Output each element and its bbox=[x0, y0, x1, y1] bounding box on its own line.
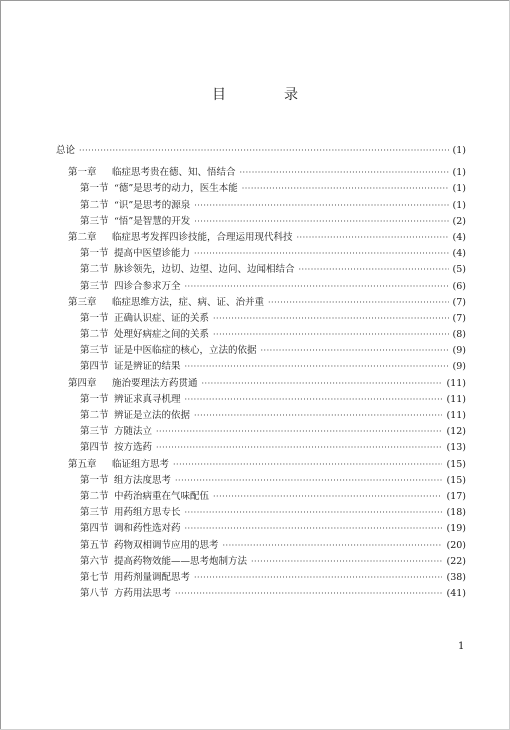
toc-entry-number: 第三节 bbox=[80, 507, 109, 519]
toc-entry-title: 方药用法思考 bbox=[114, 588, 172, 600]
toc-dot-leader bbox=[194, 214, 448, 230]
toc-entry-number: 第一节 bbox=[80, 474, 109, 486]
toc-entry-title: 按方选药 bbox=[114, 442, 153, 454]
toc-entry-title: 提高药物效能——思考炮制方法 bbox=[114, 555, 248, 567]
toc-section-entry bbox=[56, 198, 466, 214]
toc-section-entry bbox=[56, 359, 466, 375]
toc-entry-title: 正确认识症、证的关系 bbox=[114, 312, 210, 324]
toc-entry-page: (12) bbox=[446, 426, 466, 438]
toc-entry-number: 第三节 bbox=[80, 426, 109, 438]
toc-dot-leader bbox=[251, 554, 442, 570]
toc-entry-number: 第二节 bbox=[80, 490, 109, 502]
toc-entry-number: 第一节 bbox=[80, 183, 109, 195]
toc-entry-page: (1) bbox=[452, 167, 466, 179]
toc-entry-title: 临症思考贵在德、知、悟结合 bbox=[112, 167, 236, 179]
toc-entry-number: 第一章 bbox=[68, 167, 97, 179]
toc-entry-page: (7) bbox=[452, 296, 466, 308]
toc-entry-number: 第五节 bbox=[80, 539, 109, 551]
toc-entry-page: (15) bbox=[446, 458, 466, 470]
toc-section-entry bbox=[56, 570, 466, 586]
toc-entry-number: 第六节 bbox=[80, 555, 109, 567]
toc-entry-title: 组方法度思考 bbox=[114, 474, 172, 486]
toc-chapter-entry bbox=[56, 457, 466, 473]
toc-dot-leader bbox=[223, 538, 443, 554]
toc-entry-page: (1) bbox=[452, 199, 466, 211]
toc-section-entry bbox=[56, 327, 466, 343]
page-border-left bbox=[0, 0, 1, 730]
toc-dot-leader bbox=[213, 327, 449, 343]
toc-entry-number: 第二节 bbox=[80, 199, 109, 211]
toc-entry-title: 处理好病症之间的关系 bbox=[114, 329, 210, 341]
toc-entry-page: (11) bbox=[446, 410, 466, 421]
toc-entry-page: (11) bbox=[446, 393, 466, 405]
toc-section-entry bbox=[56, 586, 466, 602]
toc-dot-leader bbox=[261, 343, 449, 359]
toc-entry-page: (1) bbox=[452, 145, 466, 156]
toc-entry-title: 脉诊领先，边切、边望、边问、边闻相结合 bbox=[114, 264, 295, 276]
toc-entry-title: 用药组方思专长 bbox=[114, 507, 181, 519]
toc-entry-title: 中药治病重在气味配伍 bbox=[114, 490, 210, 502]
toc-entry-title: “德”是思考的动力，医生本能 bbox=[114, 183, 238, 195]
toc-entry-number: 第八节 bbox=[80, 588, 109, 600]
toc-section-entry bbox=[56, 408, 466, 424]
toc-section-entry bbox=[56, 246, 466, 262]
toc-entry-page: (9) bbox=[452, 345, 466, 357]
toc-entry-number: 第二节 bbox=[80, 264, 109, 276]
toc-entry-number: 第二节 bbox=[80, 410, 109, 421]
toc-entry-title: 总论 bbox=[56, 145, 76, 156]
toc-entry-title: 辨证是立法的依据 bbox=[114, 410, 191, 421]
toc-dot-leader bbox=[242, 181, 449, 197]
toc-dot-leader bbox=[202, 376, 443, 392]
toc-dot-leader bbox=[156, 424, 442, 440]
toc-entry-page: (11) bbox=[446, 377, 466, 389]
toc-section-entry bbox=[56, 311, 466, 327]
toc-entry-number: 第一节 bbox=[80, 393, 109, 405]
toc-entry-number: 第四章 bbox=[68, 377, 97, 389]
toc-entry-page: (17) bbox=[446, 490, 466, 502]
toc-dot-leader bbox=[194, 246, 449, 262]
toc-entry-page: (7) bbox=[452, 312, 466, 324]
toc-entry-title: 临证组方思考 bbox=[112, 458, 170, 470]
toc-entry-page: (9) bbox=[452, 361, 466, 373]
toc-dot-leader bbox=[173, 457, 442, 473]
toc-dot-leader bbox=[156, 440, 442, 456]
toc-dot-leader bbox=[185, 505, 443, 521]
toc-chapter-entry bbox=[56, 295, 466, 311]
toc-section-entry bbox=[56, 262, 466, 278]
toc-entry-number: 第三节 bbox=[80, 280, 109, 292]
toc-dot-leader bbox=[175, 473, 442, 489]
toc-dot-leader bbox=[299, 262, 449, 278]
toc-entry-number: 第二章 bbox=[68, 231, 97, 243]
toc-entry-title: 四诊合参求万全 bbox=[114, 280, 181, 292]
toc-entry-page: (4) bbox=[452, 248, 466, 260]
toc-entry-number: 第四节 bbox=[80, 523, 109, 535]
toc-section-entry bbox=[56, 554, 466, 570]
toc-chapter-entry bbox=[56, 376, 466, 392]
toc-dot-leader bbox=[213, 489, 442, 505]
table-of-contents bbox=[56, 143, 466, 602]
toc-dot-leader bbox=[175, 586, 442, 602]
toc-entry-number: 第三节 bbox=[80, 215, 109, 227]
page-number: 1 bbox=[458, 641, 465, 652]
toc-dot-leader bbox=[79, 143, 449, 159]
toc-entry-number: 第一节 bbox=[80, 248, 109, 260]
toc-dot-leader bbox=[194, 408, 442, 424]
toc-entry-number: 第三章 bbox=[68, 296, 97, 308]
toc-entry-page: (20) bbox=[446, 539, 466, 551]
toc-dot-leader bbox=[213, 311, 449, 327]
toc-entry-title: 证是辨证的结果 bbox=[114, 361, 181, 373]
toc-section-entry bbox=[56, 538, 466, 554]
toc-dot-leader bbox=[185, 359, 449, 375]
toc-entry-number: 第三节 bbox=[80, 345, 109, 357]
toc-entry-page: (18) bbox=[446, 507, 466, 519]
toc-entry-title: 临症思维方法，症、病、证、治并重 bbox=[112, 296, 265, 308]
toc-entry-page: (4) bbox=[452, 231, 466, 243]
toc-entry-number: 第四节 bbox=[80, 361, 109, 373]
toc-entry-number: 第五章 bbox=[68, 458, 97, 470]
toc-entry-page: (22) bbox=[446, 555, 466, 567]
toc-dot-leader bbox=[185, 392, 443, 408]
toc-entry-title: 辨证求真寻机理 bbox=[114, 393, 181, 405]
toc-section-entry bbox=[56, 214, 466, 230]
toc-chapter-entry bbox=[56, 165, 466, 181]
toc-entry-title: 药物双相调节应用的思考 bbox=[114, 539, 219, 551]
toc-entry-title: 证是中医临症的核心，立法的依据 bbox=[114, 345, 257, 357]
toc-entry-page: (6) bbox=[452, 280, 466, 292]
toc-entry-page: (5) bbox=[452, 264, 466, 276]
toc-entry-number: 第四节 bbox=[80, 442, 109, 454]
toc-section-entry bbox=[56, 279, 466, 295]
toc-entry-title: 调和药性选对药 bbox=[114, 523, 181, 535]
toc-dot-leader bbox=[268, 295, 449, 311]
toc-section-entry bbox=[56, 473, 466, 489]
toc-entry-title: 用药剂量调配思考 bbox=[114, 571, 191, 583]
page-border-top bbox=[0, 0, 510, 1]
toc-section-entry bbox=[56, 392, 466, 408]
toc-dot-leader bbox=[194, 570, 442, 586]
toc-entry-number: 第二节 bbox=[80, 329, 109, 341]
toc-dot-leader bbox=[194, 198, 448, 214]
toc-entry-page: (38) bbox=[446, 571, 466, 583]
toc-entry-title: “识”是思考的源泉 bbox=[114, 199, 191, 211]
toc-entry-number: 第七节 bbox=[80, 571, 109, 583]
toc-entry-title: 提高中医望诊能力 bbox=[114, 248, 191, 260]
toc-dot-leader bbox=[240, 165, 449, 181]
toc-dot-leader bbox=[297, 230, 449, 246]
toc-entry-number: 第一节 bbox=[80, 312, 109, 324]
toc-dot-leader bbox=[185, 521, 443, 537]
toc-entry-page: (15) bbox=[446, 474, 466, 486]
toc-entry-title: 方随法立 bbox=[114, 426, 153, 438]
toc-entry-overview bbox=[56, 143, 466, 159]
toc-entry-page: (1) bbox=[452, 183, 466, 195]
toc-entry-title: 施治要理法方药贯通 bbox=[112, 377, 198, 389]
toc-entry-title: “悟”是智慧的开发 bbox=[114, 215, 191, 227]
toc-section-entry bbox=[56, 181, 466, 197]
toc-section-entry bbox=[56, 343, 466, 359]
toc-entry-page: (13) bbox=[446, 442, 466, 454]
toc-entry-page: (2) bbox=[452, 215, 466, 227]
toc-section-entry bbox=[56, 489, 466, 505]
toc-entry-title: 临症思考发挥四诊技能，合理运用现代科技 bbox=[112, 231, 293, 243]
toc-section-entry bbox=[56, 440, 466, 456]
toc-dot-leader bbox=[185, 279, 449, 295]
toc-chapter-entry bbox=[56, 230, 466, 246]
toc-section-entry bbox=[56, 424, 466, 440]
page-title: 目 录 bbox=[212, 87, 320, 103]
toc-entry-page: (19) bbox=[446, 523, 466, 535]
toc-section-entry bbox=[56, 521, 466, 537]
toc-entry-page: (41) bbox=[446, 588, 466, 600]
toc-section-entry bbox=[56, 505, 466, 521]
toc-entry-page: (8) bbox=[452, 329, 466, 341]
